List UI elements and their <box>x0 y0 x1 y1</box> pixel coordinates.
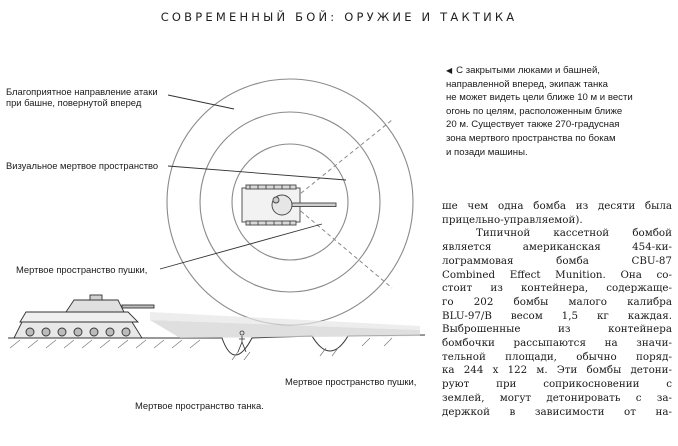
caption-line-1-text: С закрытыми люками и башней, <box>456 65 600 76</box>
body-line-16: держкой в зависимости от на- <box>442 405 672 418</box>
body-line-13: ка 244 х 122 м. Эти бомбы детони- <box>442 364 672 377</box>
body-line-11: бомбочки рассыпаются на значи- <box>442 337 672 350</box>
body-line-9: BLU-97/B весом 1,5 кг каждая. <box>442 309 672 322</box>
body-line-10: Выброшенные из контейнера <box>442 323 672 336</box>
body-line-3: Типичной кассетной бомбой <box>476 227 672 240</box>
leader-gun-top <box>160 224 322 269</box>
label-attack-direction <box>6 86 158 108</box>
label-gun-dead-zone-top: Мертвое пространство пушки, <box>16 264 148 275</box>
label-attack-direction-line-2: при башне, повернутой вперед <box>6 97 142 108</box>
caption-line-7: и позади машины. <box>446 146 528 158</box>
label-attack-direction-line-1: Благоприятное направление атаки <box>6 86 158 97</box>
body-line-14: руют при соприкосновении с <box>442 378 672 391</box>
body-line-4: является американская 454-ки- <box>442 241 672 254</box>
body-line-8: го 202 бомбы малого калибра <box>442 295 672 308</box>
body-line-15: землей, могут детонировать с за- <box>442 391 672 404</box>
label-visual-dead-zone: Визуальное мертвое пространство <box>6 160 159 171</box>
caption-line-2: направленной вперед, экипаж танка <box>446 78 609 90</box>
body-line-2: прицельно-управляемой). <box>442 213 583 226</box>
label-gun-dead-zone-bottom: Мертвое пространство пушки, <box>285 376 417 387</box>
leader-visual <box>168 166 346 180</box>
body-line-6: Combined Effect Munition. Она со- <box>442 268 672 281</box>
tank-top-view <box>242 185 336 225</box>
caption-line-3: не может видеть цели ближе 10 м и вести <box>446 92 633 104</box>
caption-line-5: 20 м. Существует также 270-градусная <box>446 119 620 131</box>
caption-line-1 <box>446 64 676 78</box>
caption-arrow-icon: ◀ <box>446 66 453 75</box>
sector-line-lower <box>290 202 392 288</box>
page-header: СОВРЕМЕННЫЙ БОЙ: ОРУЖИЕ И ТАКТИКА <box>160 10 518 24</box>
label-tank-dead-zone: Мертвое пространство танка. <box>135 400 264 411</box>
body-line-1: ше чем одна бомба из десяти была <box>442 200 672 212</box>
body-text-column <box>442 200 672 419</box>
body-line-7: стоит из контейнера, содержаще- <box>442 282 672 295</box>
body-line-12: тельной площади, обычно поряд- <box>442 350 672 363</box>
body-line-5: лограммовая бомба CBU-87 <box>442 254 672 267</box>
sector-line-upper <box>290 120 392 202</box>
caption-line-6: зона мертвого пространства по бокам <box>446 132 616 144</box>
leader-attack <box>168 95 234 109</box>
figure-caption <box>446 64 676 159</box>
ground-hatching <box>10 338 392 360</box>
caption-line-4: огонь по целям, расположенным ближе <box>446 105 623 117</box>
tank-side-view <box>14 295 154 338</box>
